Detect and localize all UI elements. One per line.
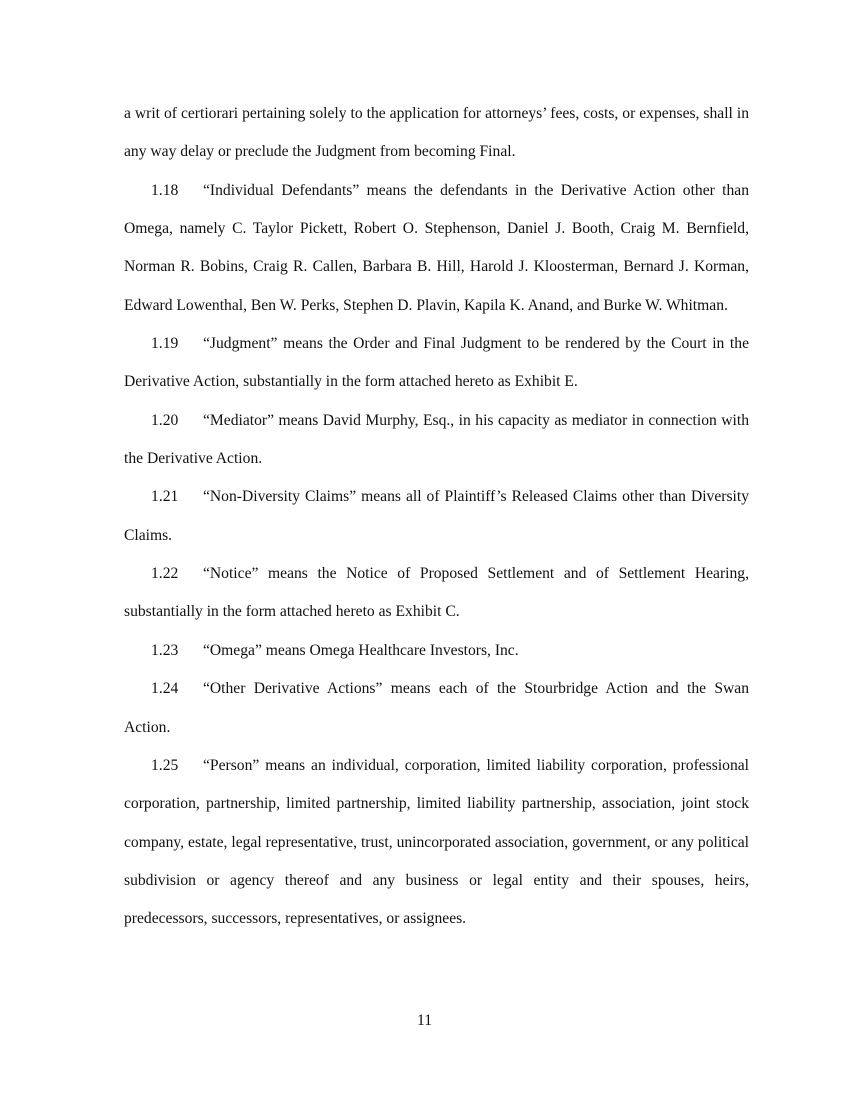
paragraph-text: “Notice” means the Notice of Proposed Settlement and of Settlement Hearing, substantially in the form attached hereto as Exhibit C. xyxy=(124,565,749,621)
definition-paragraph-1-20 xyxy=(124,402,749,479)
paragraph-text: “Mediator” means David Murphy, Esq., in his capacity as mediator in connection with the Derivative Action. xyxy=(124,411,749,468)
paragraph-text: “Omega” means Omega Healthcare Investors, Inc. xyxy=(203,641,519,659)
paragraph-number: 1.24 xyxy=(151,680,179,698)
paragraph-text: “Non-Diversity Claims” means all of Plaintiff’s Released Claims other than Diversity Claims. xyxy=(124,488,749,544)
paragraph-number: 1.19 xyxy=(151,335,179,353)
definition-paragraph-1-19 xyxy=(124,325,749,402)
paragraph-number: 1.20 xyxy=(151,411,179,429)
definition-paragraph-1-24 xyxy=(124,670,749,747)
paragraph-number: 1.21 xyxy=(151,488,179,506)
definition-paragraph-1-22 xyxy=(124,555,749,632)
paragraph-text: “Judgment” means the Order and Final Judgment to be rendered by the Court in the Derivative Action, substantially in the form attached hereto as Exhibit E. xyxy=(124,335,749,391)
paragraph-number: 1.22 xyxy=(151,565,179,583)
paragraph-text: “Person” means an individual, corporation, limited liability corporation, professional corporation, partnership, limited partnership, limited liability partnership, association, joint stock company, estate, legal representative, trust, unincorporated association, government, or any political subdivision or agency thereof and any business or legal entity and their spouses, heirs, predecessors, successors, representatives, or assignees. xyxy=(124,756,749,928)
continuation-text: a writ of certiorari pertaining solely to the application for attorneys’ fees, costs, or expenses, shall in any way delay or preclude the Judgment from becoming Final. xyxy=(124,105,749,161)
definition-paragraph-1-18 xyxy=(124,172,749,325)
page-number: 11 xyxy=(416,1012,432,1029)
paragraph-number: 1.23 xyxy=(151,641,179,659)
paragraph-text: “Other Derivative Actions” means each of the Stourbridge Action and the Swan Action. xyxy=(124,680,749,736)
paragraph-text: “Individual Defendants” means the defendants in the Derivative Action other than Omega, namely C. Taylor Pickett, Robert O. Stephenson, Daniel J. Booth, Craig M. Bernfield, Norman R. Bobins, Craig R. Callen, Barbara B. Hill, Harold J. Kloosterman, Bernard J. Korman, Edward Lowenthal, Ben W. Perks, Stephen D. Plavin, Kapila K. Anand, and Burke W. Whitman. xyxy=(124,181,749,314)
definition-paragraph-1-25 xyxy=(124,747,749,939)
document-body xyxy=(124,95,749,939)
paragraph-number: 1.25 xyxy=(151,756,179,774)
definition-paragraph-1-21 xyxy=(124,478,749,555)
definition-paragraph-1-23 xyxy=(124,632,749,670)
continuation-paragraph xyxy=(124,95,749,172)
paragraph-number: 1.18 xyxy=(151,181,179,199)
